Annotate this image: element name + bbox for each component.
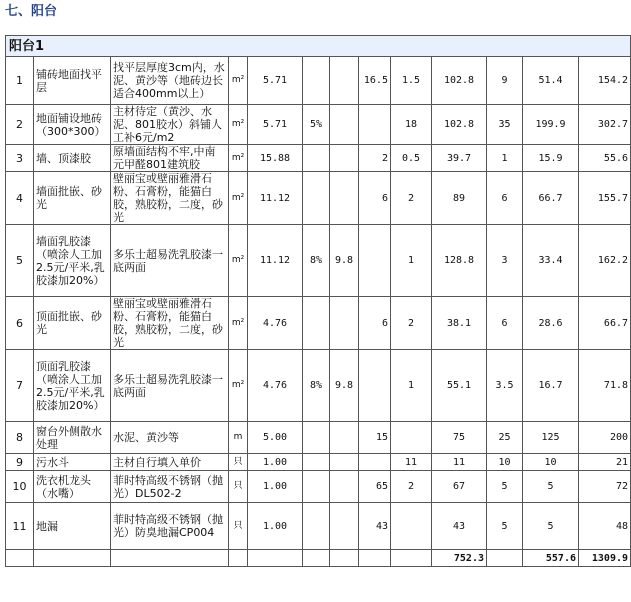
cell-loss-rate: [303, 454, 330, 471]
cell-loss-rate: [303, 297, 330, 350]
cell-quantity: 5.00: [248, 422, 303, 454]
cell-labor: 1.5: [391, 57, 432, 105]
cell-total: 155.7: [579, 172, 631, 225]
table-row: [6, 172, 631, 225]
group-name: 阳台1: [6, 36, 631, 57]
cell-labor: 11: [391, 454, 432, 471]
cell-total: 55.6: [579, 145, 631, 172]
cell-loss-rate: 5%: [303, 105, 330, 145]
table-row: [6, 471, 631, 503]
cell-main-material: [330, 297, 359, 350]
cell-loss-rate: 8%: [303, 350, 330, 422]
cell-main-material: [330, 172, 359, 225]
empty-cell: [487, 550, 523, 567]
cell-quantity: 4.76: [248, 297, 303, 350]
cell-loss-rate: [303, 503, 330, 550]
cell-subtotal: 11: [432, 454, 487, 471]
cell-management: 1: [487, 145, 523, 172]
empty-cell: [391, 550, 432, 567]
cell-subtotal: 39.7: [432, 145, 487, 172]
table-row: [6, 454, 631, 471]
cell-no: 2: [6, 105, 34, 145]
cell-total: 71.8: [579, 350, 631, 422]
cell-management: 3: [487, 225, 523, 297]
cell-fee: 5: [523, 471, 579, 503]
empty-cell: [330, 550, 359, 567]
cell-fee: 10: [523, 454, 579, 471]
cell-total: 72: [579, 471, 631, 503]
cell-description: 主材待定（黄沙、水泥、801胶水）斜铺人工补6元/m2: [111, 105, 229, 145]
cell-loss-rate: [303, 145, 330, 172]
cell-item: 窗台外侧散水处理: [34, 422, 111, 454]
cell-aux-material: 6: [359, 172, 391, 225]
cell-aux-material: 15: [359, 422, 391, 454]
cell-management: 6: [487, 172, 523, 225]
cell-quantity: 4.76: [248, 350, 303, 422]
cell-total: 48: [579, 503, 631, 550]
cell-fee: 16.7: [523, 350, 579, 422]
cell-item: 顶面乳胶漆（喷涂人工加2.5元/平米,乳胶漆加20%）: [34, 350, 111, 422]
cell-loss-rate: [303, 422, 330, 454]
total-fee: 557.6: [523, 550, 579, 567]
cell-no: 6: [6, 297, 34, 350]
cell-unit: m²: [229, 105, 248, 145]
table-row: [6, 105, 631, 145]
cell-subtotal: 128.8: [432, 225, 487, 297]
cell-aux-material: 43: [359, 503, 391, 550]
cell-loss-rate: [303, 471, 330, 503]
cell-no: 5: [6, 225, 34, 297]
cell-subtotal: 38.1: [432, 297, 487, 350]
cell-no: 10: [6, 471, 34, 503]
cell-main-material: [330, 471, 359, 503]
cell-description: 壁丽宝或壁丽雅滑石粉、石膏粉，能猫白胶，熟胶粉，二度，砂光: [111, 297, 229, 350]
cell-unit: m: [229, 422, 248, 454]
cell-total: 154.2: [579, 57, 631, 105]
cell-fee: 125: [523, 422, 579, 454]
cell-subtotal: 89: [432, 172, 487, 225]
cell-item: 污水斗: [34, 454, 111, 471]
table-body: [6, 36, 631, 567]
cell-item: 地漏: [34, 503, 111, 550]
table-row: [6, 225, 631, 297]
cell-quantity: 15.88: [248, 145, 303, 172]
cell-main-material: [330, 503, 359, 550]
cell-management: 6: [487, 297, 523, 350]
cell-labor: 1: [391, 225, 432, 297]
cell-fee: 66.7: [523, 172, 579, 225]
table-row: [6, 350, 631, 422]
cell-labor: 0.5: [391, 145, 432, 172]
cell-labor: [391, 422, 432, 454]
cell-management: 5: [487, 471, 523, 503]
empty-cell: [248, 550, 303, 567]
cell-item: 洗衣机龙头（水嘴）: [34, 471, 111, 503]
cell-labor: 2: [391, 471, 432, 503]
cell-quantity: 1.00: [248, 471, 303, 503]
cell-total: 66.7: [579, 297, 631, 350]
table-row: [6, 422, 631, 454]
cell-main-material: [330, 422, 359, 454]
cell-description: 主材自行填入单价: [111, 454, 229, 471]
group-header-row: [6, 36, 631, 57]
cell-no: 3: [6, 145, 34, 172]
cell-fee: 15.9: [523, 145, 579, 172]
cell-aux-material: [359, 454, 391, 471]
cell-item: 墙面批嵌、砂光: [34, 172, 111, 225]
cell-aux-material: [359, 350, 391, 422]
cell-loss-rate: [303, 172, 330, 225]
cell-unit: m²: [229, 172, 248, 225]
cell-management: 3.5: [487, 350, 523, 422]
cell-aux-material: [359, 225, 391, 297]
cell-item: 墙面乳胶漆（喷涂人工加2.5元/平米,乳胶漆加20%）: [34, 225, 111, 297]
table-row: [6, 503, 631, 550]
table-row: [6, 57, 631, 105]
cell-labor: 2: [391, 172, 432, 225]
cell-description: 原墙面结构不牢,中南元甲醛801建筑胶: [111, 145, 229, 172]
cell-no: 8: [6, 422, 34, 454]
cell-management: 10: [487, 454, 523, 471]
cell-subtotal: 67: [432, 471, 487, 503]
cell-main-material: 9.8: [330, 350, 359, 422]
cell-unit: m²: [229, 145, 248, 172]
cell-unit: m²: [229, 57, 248, 105]
cell-total: 200: [579, 422, 631, 454]
empty-cell: [34, 550, 111, 567]
section-title: 七、阳台: [5, 4, 58, 19]
cell-aux-material: [359, 105, 391, 145]
cell-subtotal: 102.8: [432, 105, 487, 145]
empty-cell: [111, 550, 229, 567]
cell-aux-material: 2: [359, 145, 391, 172]
empty-cell: [229, 550, 248, 567]
cell-main-material: [330, 454, 359, 471]
cell-description: 多乐士超易洗乳胶漆一底两面: [111, 350, 229, 422]
cell-loss-rate: [303, 57, 330, 105]
cell-labor: [391, 503, 432, 550]
cell-unit: 只: [229, 503, 248, 550]
cell-total: 162.2: [579, 225, 631, 297]
cell-management: 35: [487, 105, 523, 145]
cell-fee: 5: [523, 503, 579, 550]
cell-unit: 只: [229, 454, 248, 471]
empty-cell: [303, 550, 330, 567]
cell-quantity: 11.12: [248, 225, 303, 297]
cell-unit: m²: [229, 225, 248, 297]
cell-main-material: 9.8: [330, 225, 359, 297]
cell-no: 7: [6, 350, 34, 422]
quotation-table: [5, 35, 631, 567]
cell-subtotal: 75: [432, 422, 487, 454]
cell-quantity: 1.00: [248, 454, 303, 471]
cell-unit: m²: [229, 297, 248, 350]
table-row: [6, 145, 631, 172]
cell-main-material: [330, 105, 359, 145]
cell-description: 水泥、黄沙等: [111, 422, 229, 454]
cell-total: 21: [579, 454, 631, 471]
table-row: [6, 297, 631, 350]
cell-description: 找平层厚度3cm内，水泥、黄沙等（地砖边长适合400mm以上）: [111, 57, 229, 105]
cell-labor: 18: [391, 105, 432, 145]
cell-total: 302.7: [579, 105, 631, 145]
cell-description: 多乐士超易洗乳胶漆一底两面: [111, 225, 229, 297]
cell-aux-material: 65: [359, 471, 391, 503]
cell-no: 9: [6, 454, 34, 471]
cell-fee: 51.4: [523, 57, 579, 105]
cell-quantity: 1.00: [248, 503, 303, 550]
cell-aux-material: 16.5: [359, 57, 391, 105]
totals-row: [6, 550, 631, 567]
cell-unit: m²: [229, 350, 248, 422]
cell-description: 壁丽宝或壁丽雅滑石粉、石膏粉，能猫白胶，熟胶粉，二度，砂光: [111, 172, 229, 225]
cell-management: 9: [487, 57, 523, 105]
cell-no: 4: [6, 172, 34, 225]
cell-fee: 199.9: [523, 105, 579, 145]
empty-cell: [359, 550, 391, 567]
cell-subtotal: 43: [432, 503, 487, 550]
empty-cell: [6, 550, 34, 567]
cell-management: 5: [487, 503, 523, 550]
cell-main-material: [330, 145, 359, 172]
cell-subtotal: 102.8: [432, 57, 487, 105]
total-subtotal: 752.3: [432, 550, 487, 567]
cell-quantity: 5.71: [248, 105, 303, 145]
cell-fee: 28.6: [523, 297, 579, 350]
cell-no: 11: [6, 503, 34, 550]
cell-fee: 33.4: [523, 225, 579, 297]
cell-no: 1: [6, 57, 34, 105]
cell-item: 墙、顶漆胶: [34, 145, 111, 172]
cell-subtotal: 55.1: [432, 350, 487, 422]
cell-description: 菲时特高级不锈钢（抛光）防臭地漏CP004: [111, 503, 229, 550]
cell-quantity: 5.71: [248, 57, 303, 105]
cell-labor: 2: [391, 297, 432, 350]
cell-labor: 1: [391, 350, 432, 422]
cell-loss-rate: 8%: [303, 225, 330, 297]
cell-quantity: 11.12: [248, 172, 303, 225]
cell-description: 菲时特高级不锈钢（抛光）DL502-2: [111, 471, 229, 503]
grand-total: 1309.9: [579, 550, 631, 567]
cell-item: 地面铺设地砖（300*300）: [34, 105, 111, 145]
cell-aux-material: 6: [359, 297, 391, 350]
cell-item: 铺砖地面找平层: [34, 57, 111, 105]
cell-management: 25: [487, 422, 523, 454]
cell-main-material: [330, 57, 359, 105]
cell-item: 顶面批嵌、砂光: [34, 297, 111, 350]
cell-unit: 只: [229, 471, 248, 503]
